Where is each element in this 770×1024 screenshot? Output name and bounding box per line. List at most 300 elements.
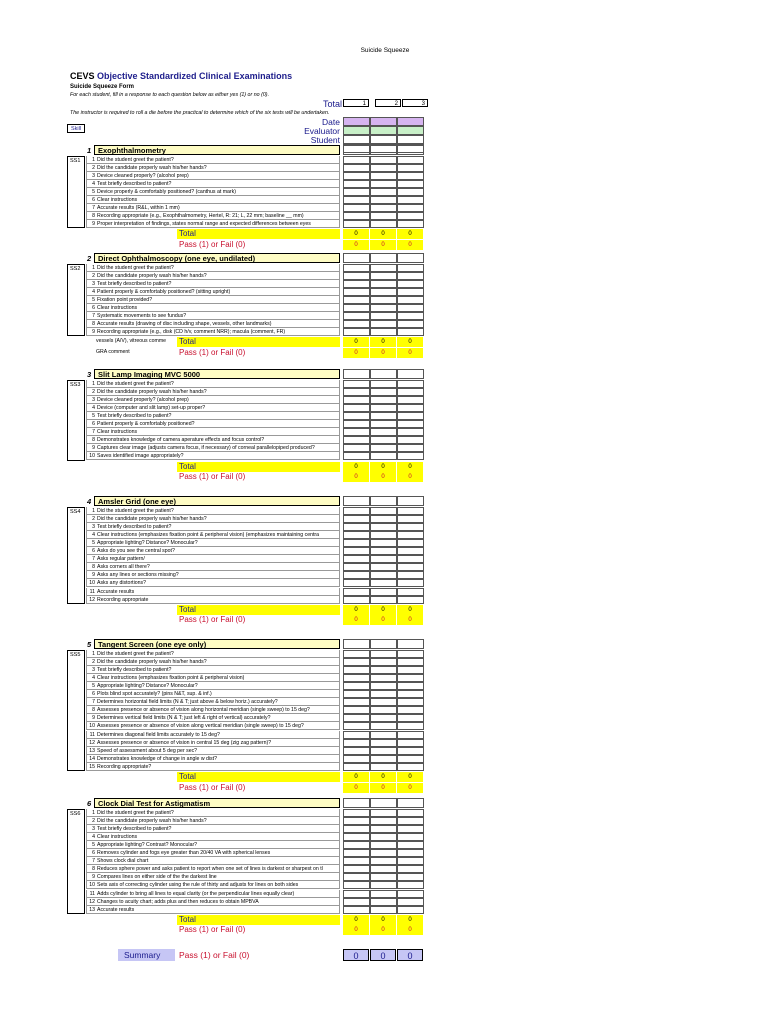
score-cell[interactable]: [397, 369, 424, 379]
score-cell[interactable]: [397, 666, 424, 674]
item-text: Shows clock dial chart: [97, 858, 149, 865]
header-input-cell[interactable]: [370, 135, 397, 144]
item-text: Did the student greet the patient?: [97, 809, 174, 816]
score-cell[interactable]: [397, 388, 424, 396]
score-cell[interactable]: [397, 312, 424, 320]
score-cell[interactable]: [343, 571, 370, 579]
score-cell[interactable]: [370, 272, 397, 280]
item-text: Appropriate lighting? Distance? Monocular?: [97, 539, 198, 546]
score-cell[interactable]: [397, 288, 424, 296]
score-cell[interactable]: [370, 172, 397, 180]
score-cell[interactable]: [370, 857, 397, 865]
score-cell[interactable]: [343, 436, 370, 444]
item-number: 4: [92, 288, 95, 295]
pass-value: 0: [343, 615, 369, 625]
score-cell[interactable]: [343, 579, 370, 587]
score-cell[interactable]: [343, 452, 370, 460]
score-cell[interactable]: [397, 809, 424, 817]
score-cell[interactable]: [370, 563, 397, 571]
item-text: Did the student greet the patient?: [97, 264, 174, 271]
score-cell[interactable]: [370, 833, 397, 841]
score-cell[interactable]: [370, 755, 397, 763]
score-cell[interactable]: [370, 639, 397, 649]
score-cell[interactable]: [343, 547, 370, 555]
score-cell[interactable]: [370, 571, 397, 579]
score-cell[interactable]: [397, 420, 424, 428]
score-cell[interactable]: [370, 264, 397, 272]
score-cell[interactable]: [370, 809, 397, 817]
section-header: [87, 253, 340, 263]
score-cell[interactable]: [370, 865, 397, 873]
score-cell[interactable]: [370, 288, 397, 296]
score-cell[interactable]: [397, 156, 424, 164]
score-cell[interactable]: [370, 579, 397, 587]
score-cell[interactable]: [397, 164, 424, 172]
score-cell[interactable]: [397, 320, 424, 328]
score-cell[interactable]: [370, 436, 397, 444]
header-input-cell[interactable]: [343, 135, 370, 144]
score-cell[interactable]: [343, 531, 370, 539]
score-cell[interactable]: [343, 898, 370, 906]
score-cell[interactable]: [397, 825, 424, 833]
score-cell[interactable]: [397, 763, 424, 771]
score-cell[interactable]: [370, 841, 397, 849]
score-cell[interactable]: [397, 690, 424, 698]
score-cell[interactable]: [397, 523, 424, 531]
score-cell[interactable]: [397, 563, 424, 571]
total-row-label: Total: [177, 772, 340, 782]
skill-code: SS4: [67, 507, 85, 604]
score-cell[interactable]: [397, 731, 424, 739]
score-cell[interactable]: [397, 204, 424, 212]
score-cell[interactable]: [343, 588, 370, 596]
item-number: 15: [89, 763, 95, 770]
score-cell[interactable]: [343, 596, 370, 604]
score-cell[interactable]: [397, 507, 424, 515]
score-cell[interactable]: [370, 555, 397, 563]
checklist-item: [86, 272, 340, 280]
score-cell[interactable]: [370, 731, 397, 739]
checklist-item: [86, 747, 340, 755]
checklist-item: [86, 264, 340, 272]
score-cell[interactable]: [370, 722, 397, 730]
score-cell[interactable]: [370, 507, 397, 515]
score-cell[interactable]: [397, 833, 424, 841]
score-cell[interactable]: [370, 188, 397, 196]
score-cell[interactable]: [343, 763, 370, 771]
checklist-item: [86, 531, 340, 539]
score-cell[interactable]: [343, 639, 370, 649]
score-cell[interactable]: [397, 865, 424, 873]
score-cell[interactable]: [397, 674, 424, 682]
total-value: 0: [343, 462, 369, 472]
score-cell[interactable]: [397, 264, 424, 272]
score-cell[interactable]: [397, 873, 424, 881]
score-cell[interactable]: [370, 739, 397, 747]
score-cell[interactable]: [370, 304, 397, 312]
score-cell[interactable]: [397, 280, 424, 288]
score-cell[interactable]: [343, 825, 370, 833]
item-text: Test briefly described to patient?: [97, 523, 172, 530]
score-cell[interactable]: [343, 690, 370, 698]
total-value: 0: [370, 605, 396, 615]
score-cell[interactable]: [370, 666, 397, 674]
score-cell[interactable]: [370, 650, 397, 658]
score-cell[interactable]: [397, 428, 424, 436]
section-title: Exophthalmometry: [98, 146, 166, 155]
score-cell[interactable]: [397, 444, 424, 452]
score-cell[interactable]: [343, 172, 370, 180]
score-cell[interactable]: [343, 264, 370, 272]
score-cell[interactable]: [397, 436, 424, 444]
score-cell[interactable]: [343, 755, 370, 763]
score-cell[interactable]: [343, 444, 370, 452]
item-text: Did the student greet the patient?: [97, 507, 174, 514]
checklist-item: [86, 650, 340, 658]
score-cell[interactable]: [343, 682, 370, 690]
score-cell[interactable]: [343, 563, 370, 571]
score-cell[interactable]: [343, 196, 370, 204]
score-cell[interactable]: [370, 496, 397, 506]
header-input-cell[interactable]: [370, 117, 397, 126]
score-cell[interactable]: [397, 496, 424, 506]
score-cell[interactable]: [343, 180, 370, 188]
item-number: 6: [92, 197, 95, 203]
score-cell[interactable]: [343, 906, 370, 914]
header-input-cell[interactable]: [397, 117, 424, 126]
score-cell[interactable]: [370, 714, 397, 722]
score-cell[interactable]: [370, 428, 397, 436]
score-cell[interactable]: [343, 404, 370, 412]
score-cell[interactable]: [397, 515, 424, 523]
score-cell[interactable]: [343, 650, 370, 658]
score-cell[interactable]: [370, 690, 397, 698]
score-cell[interactable]: [397, 304, 424, 312]
item-number: 3: [92, 666, 95, 673]
checklist-item: [86, 507, 340, 515]
score-cell[interactable]: [343, 380, 370, 388]
score-cell[interactable]: [370, 763, 397, 771]
score-cell[interactable]: [397, 739, 424, 747]
score-cell[interactable]: [370, 547, 397, 555]
total-value: 0: [343, 229, 369, 239]
score-cell[interactable]: [397, 539, 424, 547]
score-cell[interactable]: [343, 731, 370, 739]
score-cell[interactable]: [343, 739, 370, 747]
score-cell[interactable]: [370, 798, 397, 808]
score-cell[interactable]: [343, 296, 370, 304]
item-number: 3: [92, 172, 95, 179]
score-cell[interactable]: [370, 881, 397, 889]
score-cell[interactable]: [343, 288, 370, 296]
score-cell[interactable]: [343, 555, 370, 563]
score-cell[interactable]: [397, 145, 424, 155]
score-cell[interactable]: [370, 220, 397, 228]
score-cell[interactable]: [397, 881, 424, 889]
item-number: 12: [89, 596, 95, 603]
score-cell[interactable]: [370, 180, 397, 188]
score-cell[interactable]: [343, 881, 370, 889]
pass-value: 0: [370, 348, 396, 358]
total-value: 0: [370, 772, 396, 782]
score-cell[interactable]: [370, 404, 397, 412]
title-prefix: CEVS: [70, 71, 95, 81]
score-cell[interactable]: [370, 817, 397, 825]
score-cell[interactable]: [397, 188, 424, 196]
score-cell[interactable]: [370, 396, 397, 404]
score-cell[interactable]: [397, 412, 424, 420]
score-cell[interactable]: [370, 515, 397, 523]
score-cell[interactable]: [343, 280, 370, 288]
score-cell[interactable]: [397, 906, 424, 914]
item-text: Fixation point provided?: [97, 296, 153, 303]
score-cell[interactable]: [343, 304, 370, 312]
item-text: Speed of assessment about 5 deg per sec?: [97, 747, 198, 754]
pass-value: 0: [397, 615, 423, 625]
score-cell[interactable]: [343, 833, 370, 841]
score-cell[interactable]: [343, 698, 370, 706]
item-text: Clear instructions: [97, 429, 138, 436]
score-cell[interactable]: [370, 523, 397, 531]
header-input-cell[interactable]: [343, 126, 370, 135]
section-title: Slit Lamp Imaging MVC 5000: [98, 370, 201, 379]
score-cell[interactable]: [397, 722, 424, 730]
score-cell[interactable]: [370, 596, 397, 604]
score-cell[interactable]: [343, 865, 370, 873]
score-cell[interactable]: [343, 873, 370, 881]
score-cell[interactable]: [397, 588, 424, 596]
item-number: 12: [89, 739, 95, 746]
score-cell[interactable]: [343, 204, 370, 212]
score-cell[interactable]: [370, 369, 397, 379]
score-cell[interactable]: [343, 412, 370, 420]
summary-value-3: 0: [397, 949, 423, 961]
score-cell[interactable]: [370, 320, 397, 328]
score-cell[interactable]: [343, 320, 370, 328]
score-cell[interactable]: [343, 496, 370, 506]
pass-value: 0: [343, 783, 369, 793]
checklist-item: [86, 714, 340, 722]
score-cell[interactable]: [397, 658, 424, 666]
score-cell[interactable]: [397, 706, 424, 714]
score-cell[interactable]: [343, 396, 370, 404]
score-cell[interactable]: [397, 531, 424, 539]
score-cell[interactable]: [397, 849, 424, 857]
score-cell[interactable]: [397, 452, 424, 460]
score-cell[interactable]: [343, 312, 370, 320]
score-cell[interactable]: [397, 328, 424, 336]
score-cell[interactable]: [370, 674, 397, 682]
score-cell[interactable]: [343, 328, 370, 336]
score-cell[interactable]: [397, 396, 424, 404]
header-input-cell[interactable]: [397, 126, 424, 135]
score-cell[interactable]: [343, 507, 370, 515]
header-input-cell[interactable]: [397, 135, 424, 144]
score-cell[interactable]: [397, 253, 424, 263]
score-cell[interactable]: [370, 164, 397, 172]
pass-value: 0: [370, 615, 396, 625]
score-cell[interactable]: [370, 145, 397, 155]
score-cell[interactable]: [343, 722, 370, 730]
score-cell[interactable]: [343, 428, 370, 436]
score-cell[interactable]: [370, 380, 397, 388]
item-text: Systematic movements to see fundus?: [97, 313, 187, 320]
pass-value: 0: [370, 472, 396, 482]
score-cell[interactable]: [343, 388, 370, 396]
score-cell[interactable]: [343, 658, 370, 666]
checklist-item: [86, 682, 340, 690]
score-cell[interactable]: [370, 452, 397, 460]
score-cell[interactable]: [370, 747, 397, 755]
score-cell[interactable]: [370, 698, 397, 706]
score-cell[interactable]: [370, 204, 397, 212]
score-cell[interactable]: [397, 272, 424, 280]
score-cell[interactable]: [370, 873, 397, 881]
score-cell[interactable]: [370, 328, 397, 336]
header-input-cell[interactable]: [343, 117, 370, 126]
title-main: Objective Standardized Clinical Examinations: [97, 71, 293, 81]
checklist-item: [86, 841, 340, 849]
item-text: Assesses presence or absence of vision along horizontal meridian (single sweep) to 15 deg?: [97, 707, 310, 714]
skill-code: SS6: [67, 809, 85, 914]
score-cell[interactable]: [343, 220, 370, 228]
score-cell[interactable]: [397, 172, 424, 180]
score-cell[interactable]: [397, 714, 424, 722]
checklist-item: [86, 412, 340, 420]
score-cell[interactable]: [397, 890, 424, 898]
score-cell[interactable]: [343, 272, 370, 280]
score-cell[interactable]: [343, 369, 370, 379]
checklist-item: [86, 515, 340, 523]
score-cell[interactable]: [343, 253, 370, 263]
pass-value: 0: [397, 783, 423, 793]
item-number: 5: [92, 412, 95, 419]
pass-value: 0: [370, 240, 396, 250]
score-cell[interactable]: [370, 412, 397, 420]
score-cell[interactable]: [343, 420, 370, 428]
score-cell[interactable]: [343, 188, 370, 196]
score-cell[interactable]: [370, 706, 397, 714]
score-cell[interactable]: [397, 841, 424, 849]
score-cell[interactable]: [397, 650, 424, 658]
score-cell[interactable]: [397, 571, 424, 579]
checklist-item: [86, 396, 340, 404]
score-cell[interactable]: [397, 857, 424, 865]
score-cell[interactable]: [397, 547, 424, 555]
item-text: Did the student greet the patient?: [97, 156, 174, 163]
score-cell[interactable]: [370, 420, 397, 428]
score-cell[interactable]: [397, 596, 424, 604]
score-cell[interactable]: [343, 515, 370, 523]
score-cell[interactable]: [370, 539, 397, 547]
score-cell[interactable]: [397, 698, 424, 706]
score-cell[interactable]: [397, 747, 424, 755]
score-cell[interactable]: [370, 212, 397, 220]
score-cell[interactable]: [343, 164, 370, 172]
score-cell[interactable]: [370, 280, 397, 288]
header-input-cell[interactable]: [370, 126, 397, 135]
score-cell[interactable]: [370, 156, 397, 164]
score-cell[interactable]: [370, 825, 397, 833]
score-cell[interactable]: [343, 523, 370, 531]
score-cell[interactable]: [343, 747, 370, 755]
score-cell[interactable]: [343, 817, 370, 825]
item-number: 1: [92, 380, 95, 387]
score-cell[interactable]: [397, 898, 424, 906]
score-cell[interactable]: [370, 890, 397, 898]
score-cell[interactable]: [397, 817, 424, 825]
score-cell[interactable]: [397, 380, 424, 388]
score-cell[interactable]: [370, 253, 397, 263]
score-cell[interactable]: [397, 682, 424, 690]
score-cell[interactable]: [397, 639, 424, 649]
score-cell[interactable]: [370, 296, 397, 304]
score-cell[interactable]: [343, 156, 370, 164]
score-cell[interactable]: [343, 857, 370, 865]
score-cell[interactable]: [370, 388, 397, 396]
score-cell[interactable]: [397, 180, 424, 188]
score-cell[interactable]: [343, 809, 370, 817]
score-cell[interactable]: [397, 755, 424, 763]
section-number: 4: [87, 497, 92, 506]
item-text: Device cleaned properly? (alcohol prep): [97, 172, 189, 179]
item-number: 1: [92, 809, 95, 816]
score-cell[interactable]: [343, 714, 370, 722]
checklist-item: [86, 596, 340, 604]
score-cell[interactable]: [343, 674, 370, 682]
score-cell[interactable]: [370, 849, 397, 857]
score-cell[interactable]: [397, 404, 424, 412]
total-value: 0: [370, 229, 396, 239]
checklist-item: [86, 444, 340, 452]
score-cell[interactable]: [370, 531, 397, 539]
score-cell[interactable]: [343, 145, 370, 155]
score-cell[interactable]: [370, 196, 397, 204]
score-cell[interactable]: [370, 906, 397, 914]
score-cell[interactable]: [370, 658, 397, 666]
checklist-item: [86, 188, 340, 196]
item-number: 2: [92, 272, 95, 279]
score-cell[interactable]: [397, 196, 424, 204]
checklist-item: [86, 690, 340, 698]
score-cell[interactable]: [343, 890, 370, 898]
section-header: [87, 145, 340, 155]
score-cell[interactable]: [397, 296, 424, 304]
score-cell[interactable]: [370, 682, 397, 690]
item-number: 1: [92, 264, 95, 271]
score-cell[interactable]: [343, 706, 370, 714]
item-text: Reduces sphere power and asks patient to report when one set of lines is darkest or sharpest on tl: [97, 866, 323, 873]
score-cell[interactable]: [370, 312, 397, 320]
item-text: Asks regular pattern/: [97, 556, 145, 563]
item-number: 11: [89, 588, 95, 595]
score-cell[interactable]: [370, 588, 397, 596]
score-cell[interactable]: [397, 555, 424, 563]
score-cell[interactable]: [397, 798, 424, 808]
score-cell[interactable]: [343, 841, 370, 849]
score-cell[interactable]: [343, 666, 370, 674]
score-cell[interactable]: [343, 212, 370, 220]
score-cell[interactable]: [397, 212, 424, 220]
score-cell[interactable]: [343, 849, 370, 857]
section-number: 6: [87, 799, 92, 808]
score-cell[interactable]: [370, 444, 397, 452]
score-cell[interactable]: [370, 898, 397, 906]
score-cell[interactable]: [343, 539, 370, 547]
score-cell[interactable]: [397, 579, 424, 587]
score-cell[interactable]: [397, 220, 424, 228]
score-cell[interactable]: [343, 798, 370, 808]
